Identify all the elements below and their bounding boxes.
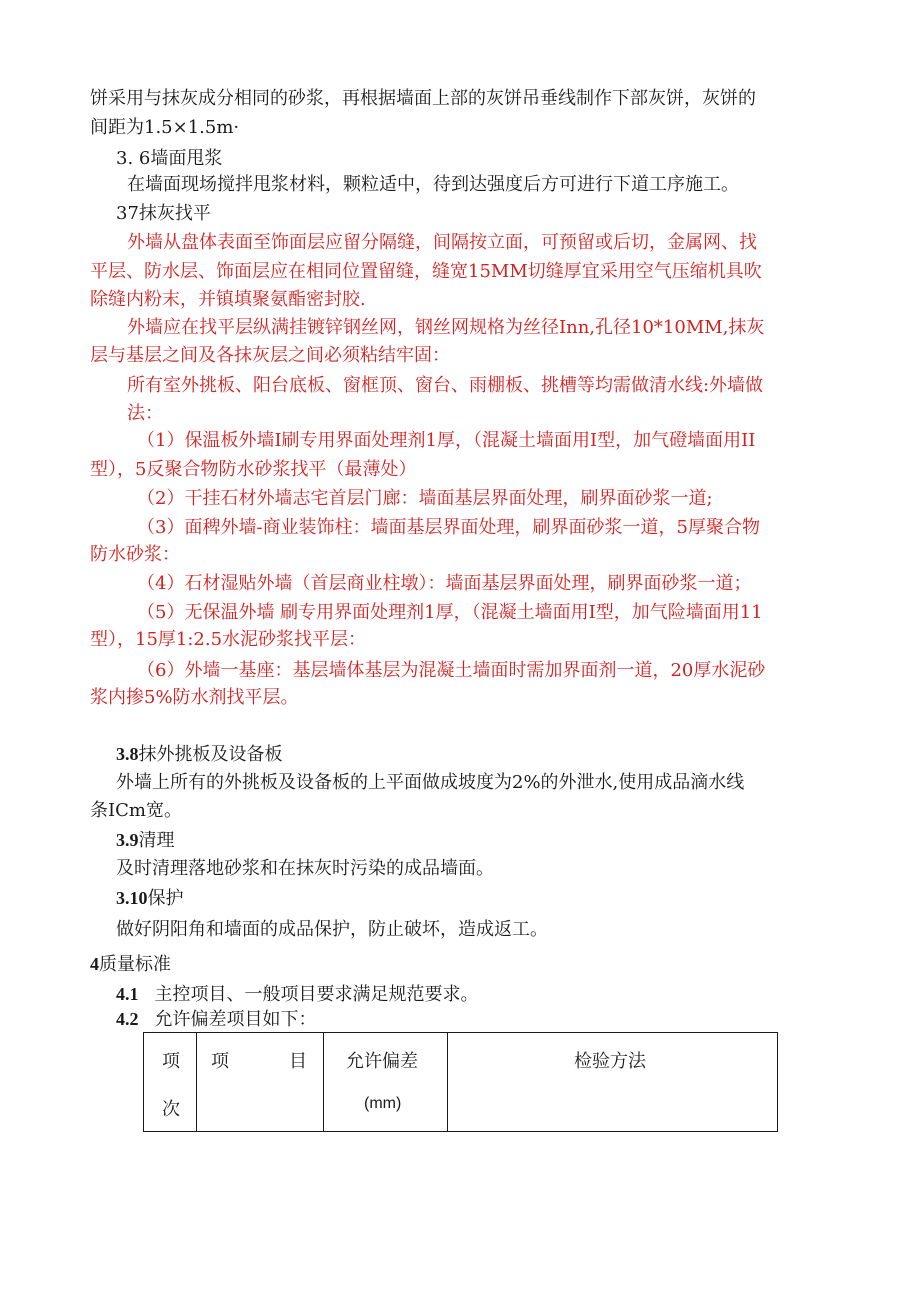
red-paragraph-line: 外墙从盘体表面至饰面层应留分隔缝，间隔按立面，可预留或后切，金属网、找 <box>127 232 757 253</box>
red-paragraph-line: 平层、防水层、饰面层应在相同位置留缝，缝宽15MM切缝厚宜采用空气压缩机具吹 <box>90 261 762 282</box>
table-row <box>144 1033 778 1132</box>
paragraph-line: 做好阴阳角和墙面的成品保护，防止破坏，造成返工。 <box>116 919 548 940</box>
numbered-line <box>116 981 479 1008</box>
section-number: 3.8 <box>116 744 139 764</box>
header-text: (mm) <box>364 1095 402 1112</box>
red-paragraph-line: 除缝内粉末，并镇填聚氨酯密封胶. <box>90 289 366 310</box>
list-item-line: （4）石材湿贴外墙（首层商业柱墩）：墙面基层界面处理，刷界面砂浆一道； <box>137 573 752 594</box>
header-text: 目 <box>289 1051 307 1072</box>
table-cell <box>197 1033 324 1132</box>
section-number: 3.10 <box>116 888 148 908</box>
table-cell <box>144 1033 197 1132</box>
item-number: 4.2 <box>116 1009 139 1029</box>
header-text: 检验方法 <box>574 1051 646 1072</box>
section-heading: 3. 6墙面甩浆 <box>116 148 223 169</box>
item-text: 允许偏差项目如下： <box>154 1009 317 1030</box>
section-title: 清理 <box>138 830 175 851</box>
paragraph-line: 外墙上所有的外挑板及设备板的上平面做成坡度为2%的外泄水,使用成品滴水线 <box>116 772 745 793</box>
header-text: 允许偏差 <box>346 1051 418 1072</box>
section-heading <box>116 827 175 854</box>
list-item-line: （6）外墙一基座：基层墙体基层为混凝土墙面时需加界面剂一道，20厚水泥砂 <box>137 660 766 681</box>
header-text: 项 <box>162 1051 180 1072</box>
table-cell <box>324 1033 448 1132</box>
numbered-line <box>116 1006 317 1033</box>
paragraph-line: 间距为1.5×1.5m· <box>90 117 240 138</box>
list-item-line: （5）无保温外墙 刷专用界面处理剂1厚，（混凝土墙面用I型，加气险墙面用11 <box>137 602 763 623</box>
list-item-line: 防水砂浆： <box>90 544 180 565</box>
red-paragraph-line: 层与基层之间及各抹灰层之间必须粘结牢固： <box>90 345 450 366</box>
list-item-line: （3）面稗外墙-商业装饰柱：墙面基层界面处理，刷界面砂浆一道，5厚聚合物 <box>137 517 760 538</box>
header-text: 次 <box>162 1099 180 1120</box>
item-text: 主控项目、一般项目要求满足规范要求。 <box>154 984 479 1005</box>
list-item-line: 型），5反聚合物防水砂浆找平（最薄处） <box>90 459 417 480</box>
item-number: 4.1 <box>116 984 139 1004</box>
section-heading <box>116 741 283 768</box>
red-paragraph-line: 外墙应在找平层纵满挂镀锌钢丝网，钢丝网规格为丝径Inn,孔径10*10MM,抹灰 <box>127 317 765 338</box>
list-item-line: （1）保温板外墙I刷专用界面处理剂1厚，（混凝土墙面用I型，加气磴墙面用II <box>137 430 756 451</box>
paragraph-line: 饼采用与抹灰成分相同的砂浆，再根据墙面上部的灰饼吊垂线制作下部灰饼，灰饼的 <box>90 88 756 109</box>
list-item-line: 浆内掺5%防水剂找平层。 <box>90 687 299 708</box>
red-paragraph-line: 所有室外挑板、阳台底板、窗框顶、窗台、雨棚板、挑槽等均需做清水线:外墙做 <box>127 375 764 396</box>
section-number: 4 <box>90 954 99 974</box>
section-number: 3.9 <box>116 830 139 850</box>
header-text: 项 <box>211 1051 229 1072</box>
section-title: 抹外挑板及设备板 <box>138 744 283 765</box>
list-item-line: （2）干挂石材外墙志宅首层门廊：墙面基层界面处理，刷界面砂浆一道; <box>137 488 713 509</box>
paragraph-line: 及时清理落地砂浆和在抹灰时污染的成品墙面。 <box>116 858 494 879</box>
list-item-line: 型），15厚1:2.5水泥砂浆找平层： <box>90 629 367 650</box>
section-heading <box>90 951 171 978</box>
section-title: 保护 <box>147 888 184 909</box>
table-cell <box>448 1033 778 1132</box>
section-title: 质量标准 <box>99 954 171 975</box>
tolerance-table <box>143 1032 778 1132</box>
paragraph-line: 在墙面现场搅拌甩浆材料，颗粒适中，待到达强度后方可进行下道工序施工。 <box>127 174 739 195</box>
red-paragraph-line: 法： <box>127 403 163 424</box>
section-heading: 37抹灰找平 <box>116 203 211 224</box>
section-heading <box>116 885 184 912</box>
paragraph-line: 条ICm宽。 <box>90 800 182 821</box>
